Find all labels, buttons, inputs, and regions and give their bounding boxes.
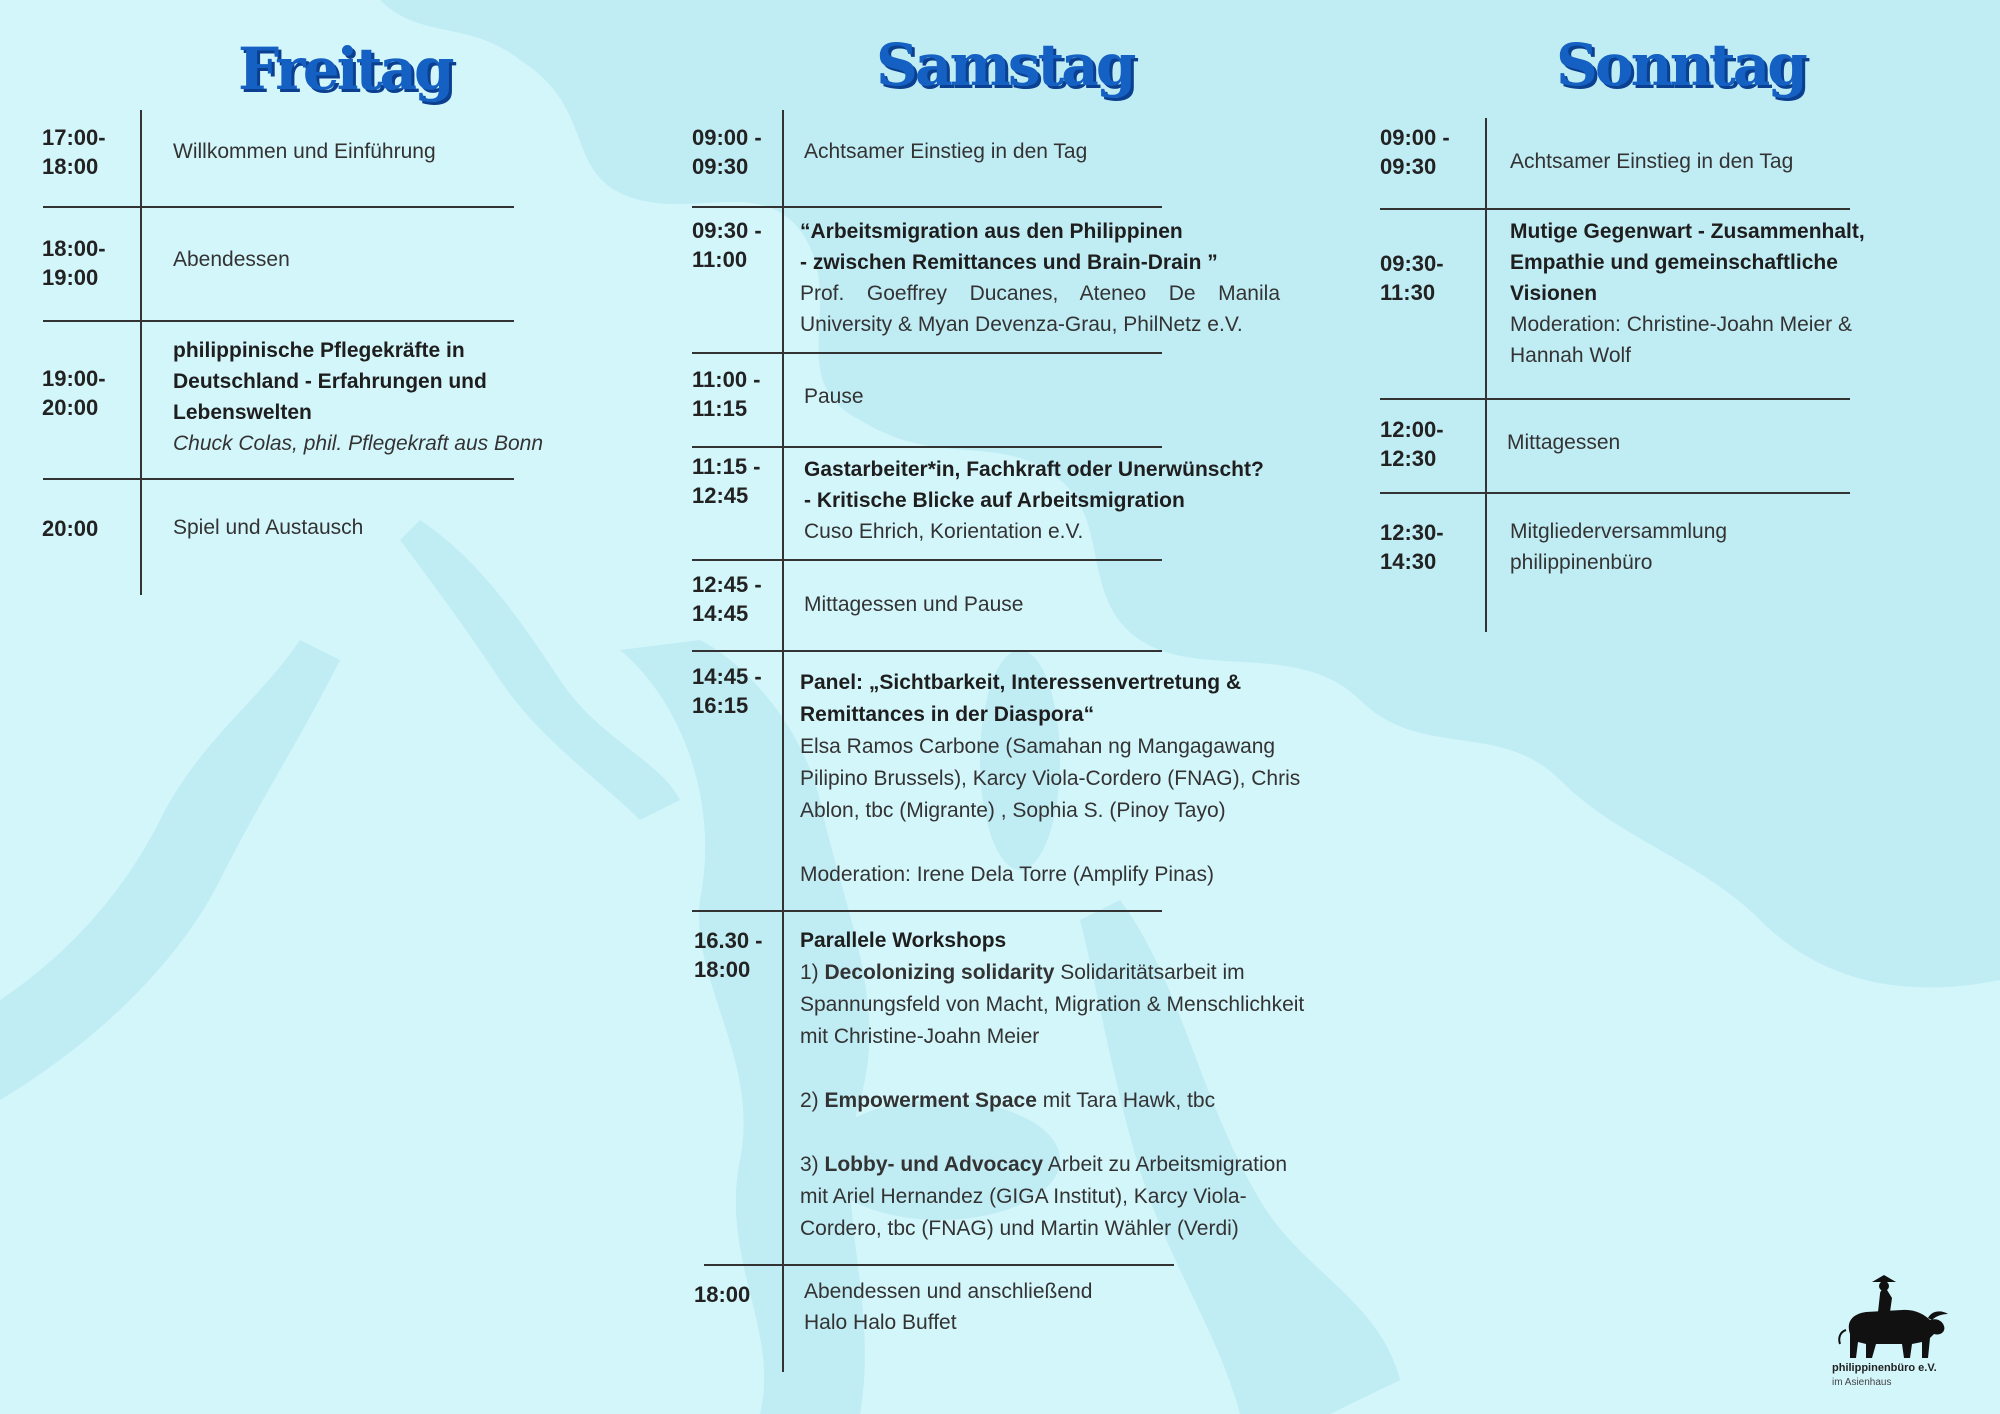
workshop-title: Empowerment Space bbox=[824, 1089, 1037, 1112]
session-title bbox=[804, 136, 1087, 167]
workshop-text: Arbeit zu Arbeitsmigration bbox=[1043, 1153, 1288, 1176]
session-text: Abendessen und anschließend bbox=[804, 1280, 1093, 1303]
row-divider bbox=[1380, 398, 1850, 400]
session-title: Lebenswelten bbox=[173, 401, 312, 424]
session-text: Mittagessen bbox=[1507, 431, 1621, 454]
session-text: Willkommen und Einführung bbox=[173, 140, 436, 163]
session-text: Mittagessen und Pause bbox=[804, 593, 1024, 616]
row-divider bbox=[1380, 208, 1850, 210]
time-slot: 17:00- 18:00 bbox=[42, 125, 106, 179]
session-title: - zwischen Remittances und Brain-Drain ” bbox=[800, 251, 1218, 274]
session-text: Mitgliederversammlung bbox=[1510, 520, 1728, 543]
workshop-2 bbox=[800, 1085, 1320, 1117]
session-title: Mutige Gegenwart - Zusammenhalt, bbox=[1510, 220, 1865, 243]
session-block bbox=[800, 216, 1280, 340]
workshop-number: 3) bbox=[800, 1153, 825, 1176]
session-title bbox=[804, 381, 864, 412]
session-speaker: Ablon, tbc (Migrante) , Sophia S. (Pinoy Tayo) bbox=[800, 799, 1226, 822]
session-text: Pause bbox=[804, 385, 864, 408]
row-divider bbox=[692, 352, 1162, 354]
time-slot: 19:00- 20:00 bbox=[42, 366, 106, 420]
row-divider bbox=[692, 446, 1162, 448]
session-title bbox=[173, 244, 290, 275]
day-title-sonntag: Sonntag bbox=[1556, 31, 1805, 99]
session-block bbox=[1510, 516, 1727, 578]
session-title bbox=[1510, 146, 1793, 177]
session-block bbox=[800, 667, 1320, 891]
session-title bbox=[173, 136, 436, 167]
workshop-title: Lobby- und Advocacy bbox=[824, 1153, 1044, 1176]
workshop-text: Spannungsfeld von Macht, Migration & Menschlichkeit bbox=[800, 993, 1305, 1016]
timeline-divider-sonntag bbox=[1485, 118, 1487, 632]
time-slot: 16.30 - 18:00 bbox=[694, 928, 763, 982]
session-text: philippinenbüro bbox=[1510, 551, 1653, 574]
session-speaker: Cuso Ehrich, Korientation e.V. bbox=[804, 520, 1084, 543]
time-slot: 11:00 - 11:15 bbox=[692, 367, 761, 421]
time-slot: 09:00 - 09:30 bbox=[692, 125, 762, 179]
day-title-samstag: Samstag bbox=[876, 31, 1134, 99]
session-text: Halo Halo Buffet bbox=[804, 1311, 957, 1334]
row-divider bbox=[43, 320, 514, 322]
session-title bbox=[173, 512, 363, 543]
workshop-3 bbox=[800, 1149, 1320, 1181]
time-slot: 14:45 - 16:15 bbox=[692, 664, 762, 718]
row-divider bbox=[692, 206, 1162, 208]
workshop-text: Solidaritätsarbeit im bbox=[1054, 961, 1245, 984]
session-title: Panel: „Sichtbarkeit, Interessenvertretung & bbox=[800, 671, 1242, 694]
time-slot: 20:00 bbox=[42, 516, 99, 541]
workshop-text: Cordero, tbc (FNAG) und Martin Wähler (Verdi) bbox=[800, 1217, 1239, 1240]
session-block bbox=[804, 1276, 1092, 1338]
row-divider bbox=[1380, 492, 1850, 494]
workshop-title: Decolonizing solidarity bbox=[824, 961, 1055, 984]
row-divider bbox=[692, 559, 1162, 561]
session-text: Achtsamer Einstieg in den Tag bbox=[1510, 150, 1794, 173]
session-title: Remittances in der Diaspora“ bbox=[800, 703, 1095, 726]
time-slot: 09:30 - 11:00 bbox=[692, 218, 762, 272]
row-divider bbox=[692, 910, 1162, 912]
time-slot: 18:00 bbox=[694, 1282, 751, 1307]
row-divider bbox=[704, 1264, 1174, 1266]
time-slot: 11:15 - 12:45 bbox=[692, 454, 761, 508]
session-block bbox=[1510, 216, 1950, 371]
session-speaker: Pilipino Brussels), Karcy Viola-Cordero (FNAG), Chris bbox=[800, 767, 1301, 790]
session-moderation: Moderation: Christine-Joahn Meier & bbox=[1510, 313, 1852, 336]
time-slot: 18:00- 19:00 bbox=[42, 236, 106, 290]
carabao-rider-icon bbox=[1832, 1272, 1950, 1362]
session-text: Spiel und Austausch bbox=[173, 516, 364, 539]
session-title: Empathie und gemeinschaftliche bbox=[1510, 251, 1838, 274]
logo-name: philippinenbüro e.V. bbox=[1832, 1362, 1937, 1374]
session-text: Abendessen bbox=[173, 248, 290, 271]
session-speaker: Chuck Colas, phil. Pflegekraft aus Bonn bbox=[173, 432, 544, 455]
session-title: philippinische Pflegekräfte in bbox=[173, 339, 465, 362]
time-slot: 12:30- 14:30 bbox=[1380, 520, 1444, 574]
session-title: “Arbeitsmigration aus den Philippinen bbox=[800, 220, 1183, 243]
session-block bbox=[804, 454, 1324, 547]
time-slot: 09:00 - 09:30 bbox=[1380, 125, 1450, 179]
row-divider bbox=[43, 478, 514, 480]
day-title-freitag: Freitag bbox=[238, 35, 452, 103]
session-speaker: Elsa Ramos Carbone (Samahan ng Mangagawang bbox=[800, 735, 1276, 758]
time-slot: 12:45 - 14:45 bbox=[692, 572, 762, 626]
timeline-divider-samstag bbox=[782, 110, 784, 1372]
session-title bbox=[1507, 427, 1620, 458]
session-moderation: Hannah Wolf bbox=[1510, 344, 1632, 367]
workshops-block bbox=[800, 925, 1320, 1245]
session-speaker: Prof. Goeffrey Ducanes, Ateneo De Manila University & Myan Devenza-Grau, PhilNetz e.V. bbox=[800, 282, 1280, 336]
workshops-heading: Parallele Workshops bbox=[800, 929, 1007, 952]
session-title: - Kritische Blicke auf Arbeitsmigration bbox=[804, 489, 1185, 512]
session-title: Visionen bbox=[1510, 282, 1598, 305]
logo-subtitle: im Asienhaus bbox=[1832, 1377, 1892, 1388]
workshop-number: 1) bbox=[800, 961, 825, 984]
session-moderation: Moderation: Irene Dela Torre (Amplify Pinas) bbox=[800, 863, 1214, 886]
workshop-text: mit Christine-Joahn Meier bbox=[800, 1025, 1040, 1048]
session-block bbox=[173, 335, 593, 459]
workshop-text: mit Ariel Hernandez (GIGA Institut), Karcy Viola- bbox=[800, 1185, 1247, 1208]
timeline-divider-freitag bbox=[140, 110, 142, 595]
session-title: Deutschland - Erfahrungen und bbox=[173, 370, 487, 393]
row-divider bbox=[692, 650, 1162, 652]
session-title bbox=[804, 589, 1023, 620]
workshop-number: 2) bbox=[800, 1089, 825, 1112]
workshop-text: mit Tara Hawk, tbc bbox=[1036, 1089, 1216, 1112]
session-title: Gastarbeiter*in, Fachkraft oder Unerwünscht? bbox=[804, 458, 1264, 481]
workshop-1 bbox=[800, 957, 1320, 989]
session-text: Achtsamer Einstieg in den Tag bbox=[804, 140, 1088, 163]
row-divider bbox=[43, 206, 514, 208]
time-slot: 12:00- 12:30 bbox=[1380, 417, 1444, 471]
time-slot: 09:30- 11:30 bbox=[1380, 251, 1444, 305]
